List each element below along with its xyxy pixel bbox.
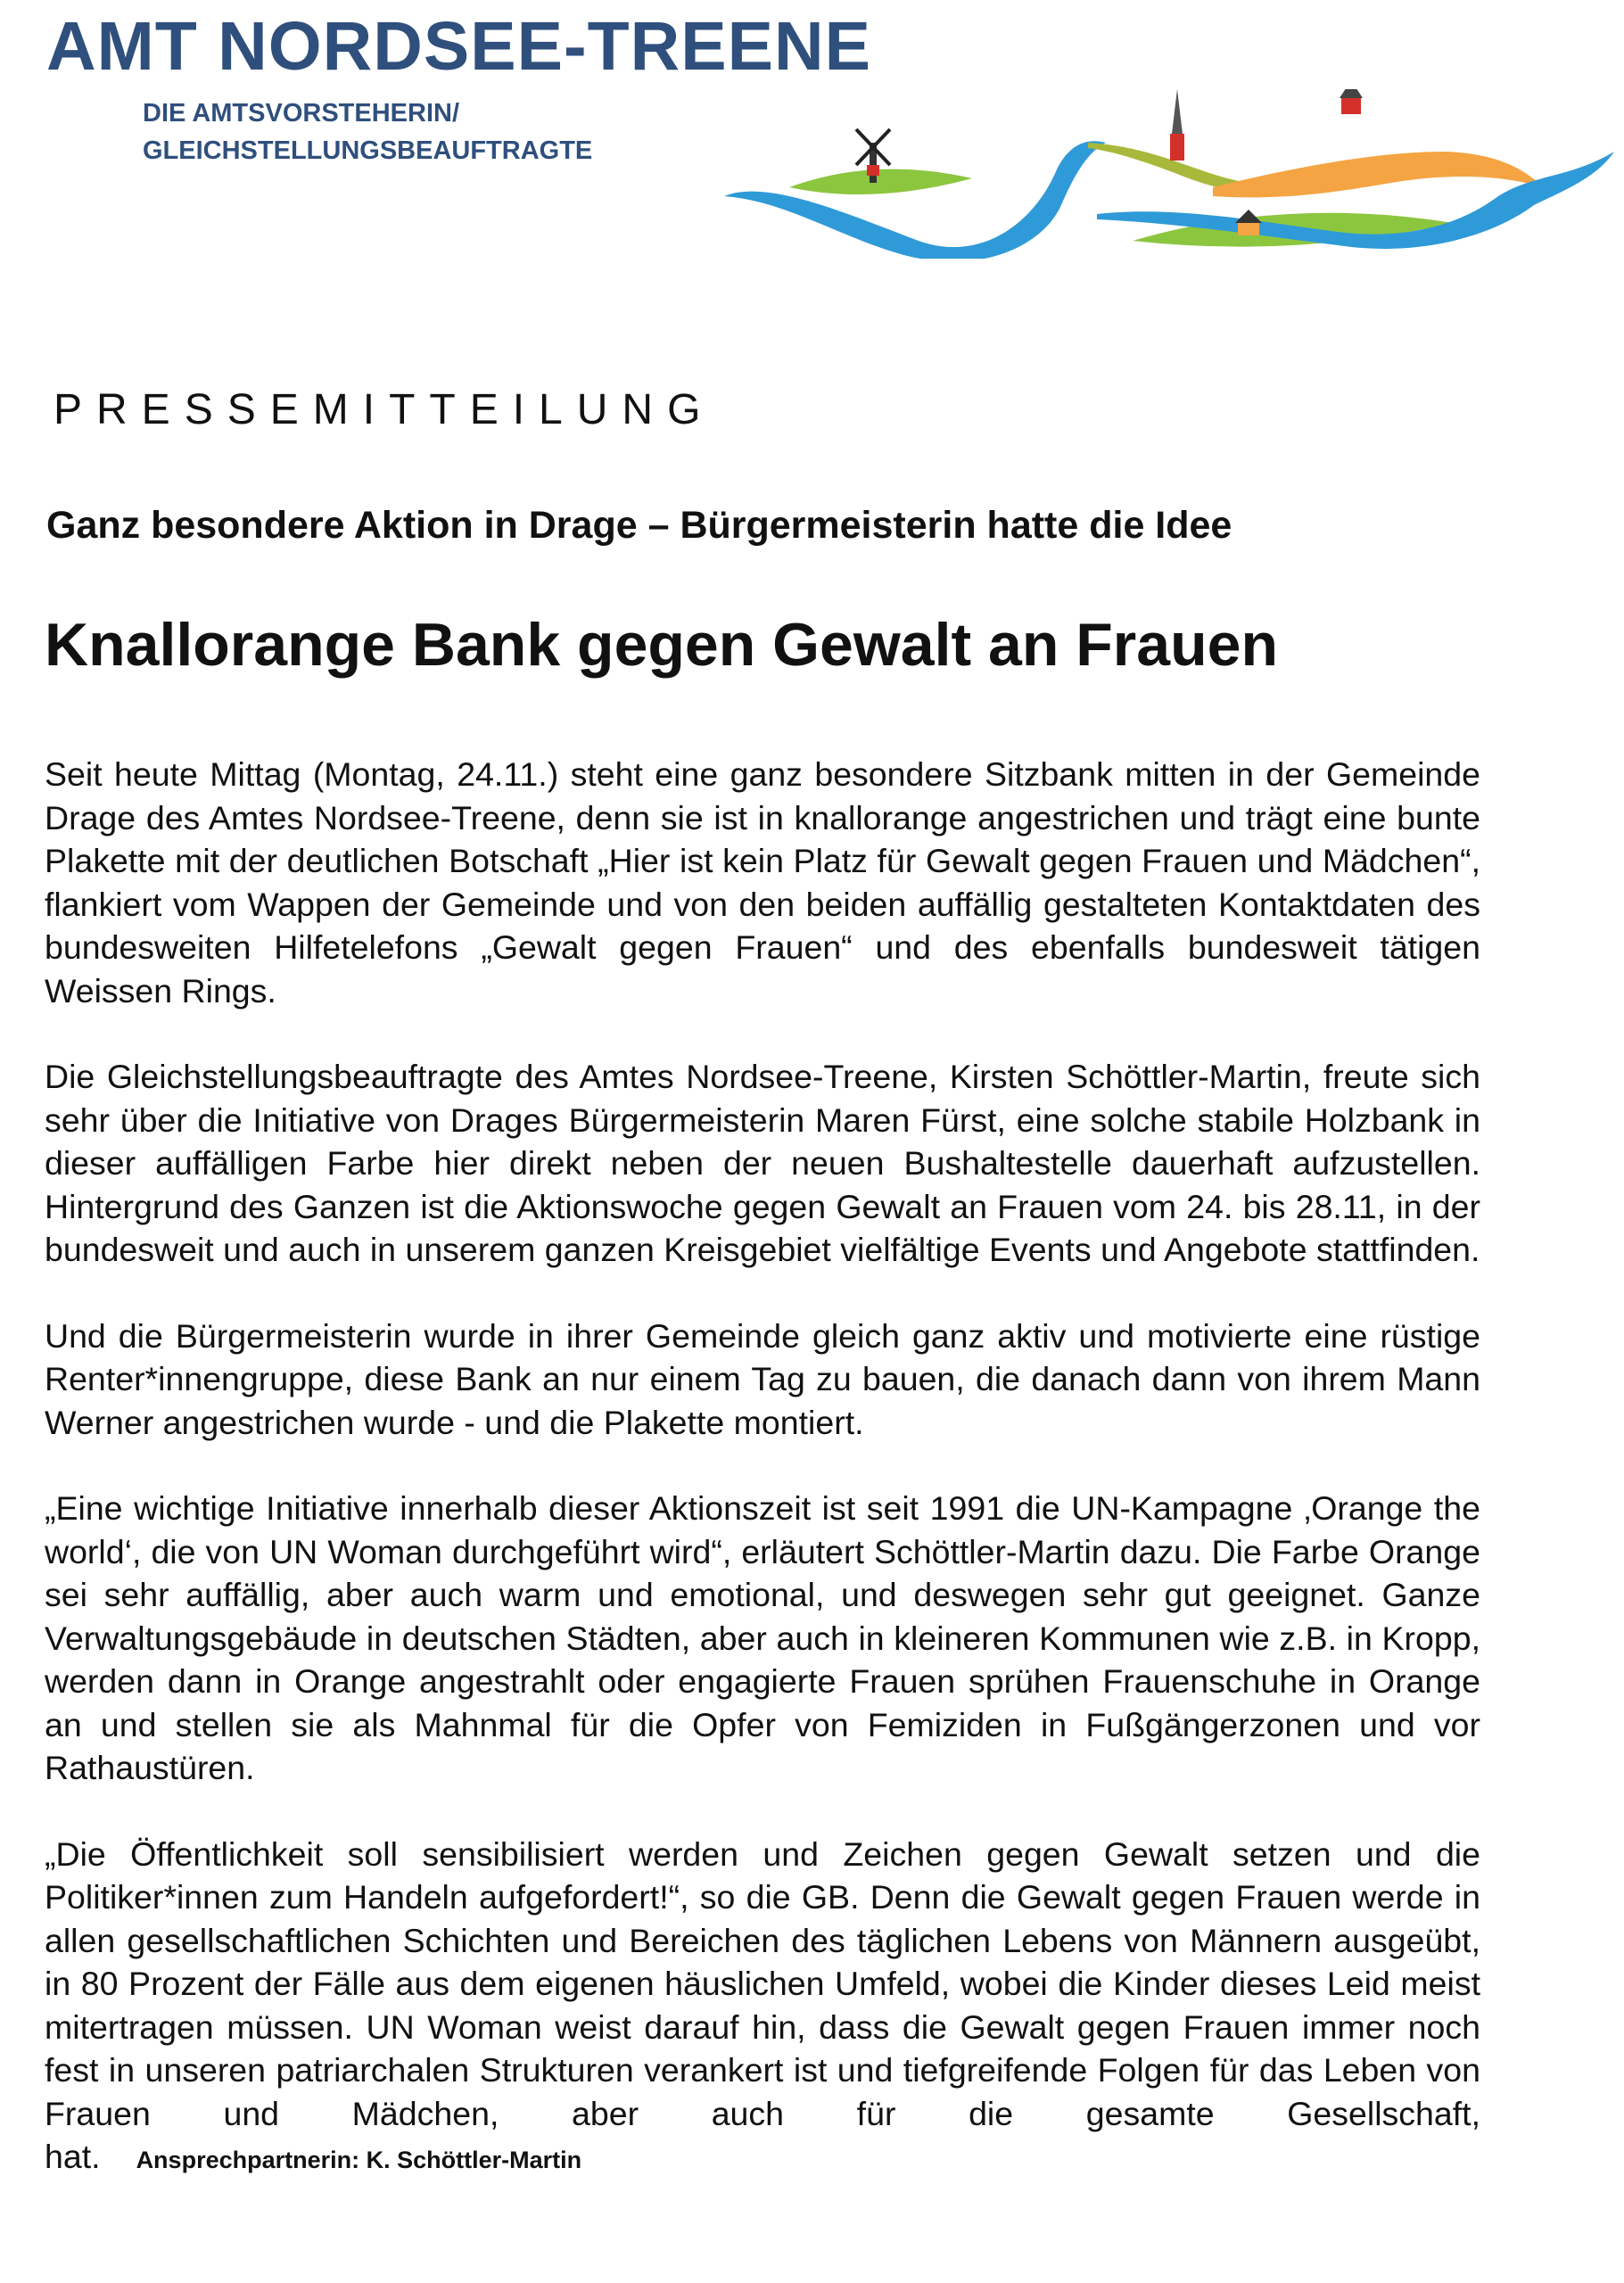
paragraph-5 [45, 1833, 1480, 2182]
paragraph-2: Die Gleichstellungsbeauftragte des Amtes Nordsee-Treene, Kirsten Schöttler-Martin, freute sich sehr über die Initiative von Drages Bürgermeisterin Maren Fürst, eine solche stabile Holzbank in dieser auffälligen Farbe hier direkt neben der neuen Bushaltestelle dauerhaft aufzustellen. Hintergrund des Ganzen ist die Aktionswoche gegen Gewalt an Frauen vom 24. bis 28.11, in der bundesweit und auch in unserem ganzen Kreisgebiet vielfältige Events und Angebote stattfinden. [45, 1058, 1480, 1268]
org-title: AMT NORDSEE-TREENE [46, 8, 871, 85]
paragraph-5-text: „Die Öffentlichkeit soll sensibilisiert werden und Zeichen gegen Gewalt setzen und die Politiker*innen zum Handeln aufgefordert!“, so die GB. Denn die Gewalt gegen Frauen werde in allen gesellschaftlichen Schichten und Bereichen des täglichen Lebens von Männern ausgeübt, in 80 Prozent der Fälle aus dem eigenen häuslichen Umfeld, wobei die Kinder dieses Leid meist mitertragen müssen. UN Woman weist darauf hin, dass die Gewalt gegen Frauen immer noch fest in unseren patriarchalen Strukturen verankert ist und tiefgreifende Folgen für das Leben von Frauen und Mädchen, aber auch für die gesamte Gesellschaft, hat. [45, 1834, 1480, 2175]
org-subtitle-line1: DIE AMTSVORSTEHERIN/ [143, 99, 460, 128]
article-body [45, 753, 1480, 2225]
house-icon [1340, 89, 1363, 114]
paragraph-3: Und die Bürgermeisterin wurde in ihrer Gemeinde gleich ganz aktiv und motivierte eine rüstige Renter*innengruppe, diese Bank an nur einem Tag zu bauen, die danach dann von ihrem Mann Werner angestrichen wurde - und die Plakette montiert. [45, 1316, 1480, 1441]
document-type: PRESSEMITTEILUNG [54, 386, 715, 433]
church-icon [1170, 89, 1184, 161]
headline: Knallorange Bank gegen Gewalt an Frauen [45, 611, 1278, 679]
contact-person: Ansprechpartnerin: K. Schöttler-Martin [136, 2147, 582, 2173]
org-subtitle-line2: GLEICHSTELLUNGSBEAUFTRAGTE [143, 136, 593, 165]
landscape-windmill-church-logo-icon [713, 89, 1623, 259]
logo-water-wave-left [724, 141, 1106, 259]
farmhouse-icon [1235, 210, 1262, 235]
subheadline: Ganz besondere Aktion in Drage – Bürgermeisterin hatte die Idee [46, 504, 1232, 547]
paragraph-4: „Eine wichtige Initiative innerhalb dieser Aktionszeit ist seit 1991 die UN-Kampagne ‚Orange the world‘, die von UN Woman durchgeführt wird“, erläutert Schöttler-Martin dazu. Die Farbe Orange sei sehr auffällig, aber auch warm und emotional, und deswegen sehr gut geeignet. Ganze Verwaltungsgebäude in deutschen Städten, aber auch in kleineren Kommunen wie z.B. in Kropp, werden dann in Orange angestrahlt oder engagierte Frauen sprühen Frauenschuhe in Orange an und stellen sie als Mahnmal für die Opfer von Femiziden in Fußgängerzonen und vor Rathaustüren. [45, 1489, 1480, 1786]
logo-orange-band [1213, 152, 1543, 197]
logo-green-island-left [789, 169, 972, 194]
org-subtitle [143, 95, 592, 169]
paragraph-1: Seit heute Mittag (Montag, 24.11.) steht eine ganz besondere Sitzbank mitten in der Gemeinde Drage des Amtes Nordsee-Treene, denn sie ist in knallorange angestrichen und trägt eine bunte Plakette mit der deutlichen Botschaft „Hier ist kein Platz für Gewalt gegen Frauen und Mädchen“, flankiert vom Wappen der Gemeinde und von den beiden auffällig gestalteten Kontaktdaten des bundesweiten Hilfetelefons „Gewalt gegen Frauen“ und des ebenfalls bundesweit tätigen Weissen Rings. [45, 755, 1480, 1010]
